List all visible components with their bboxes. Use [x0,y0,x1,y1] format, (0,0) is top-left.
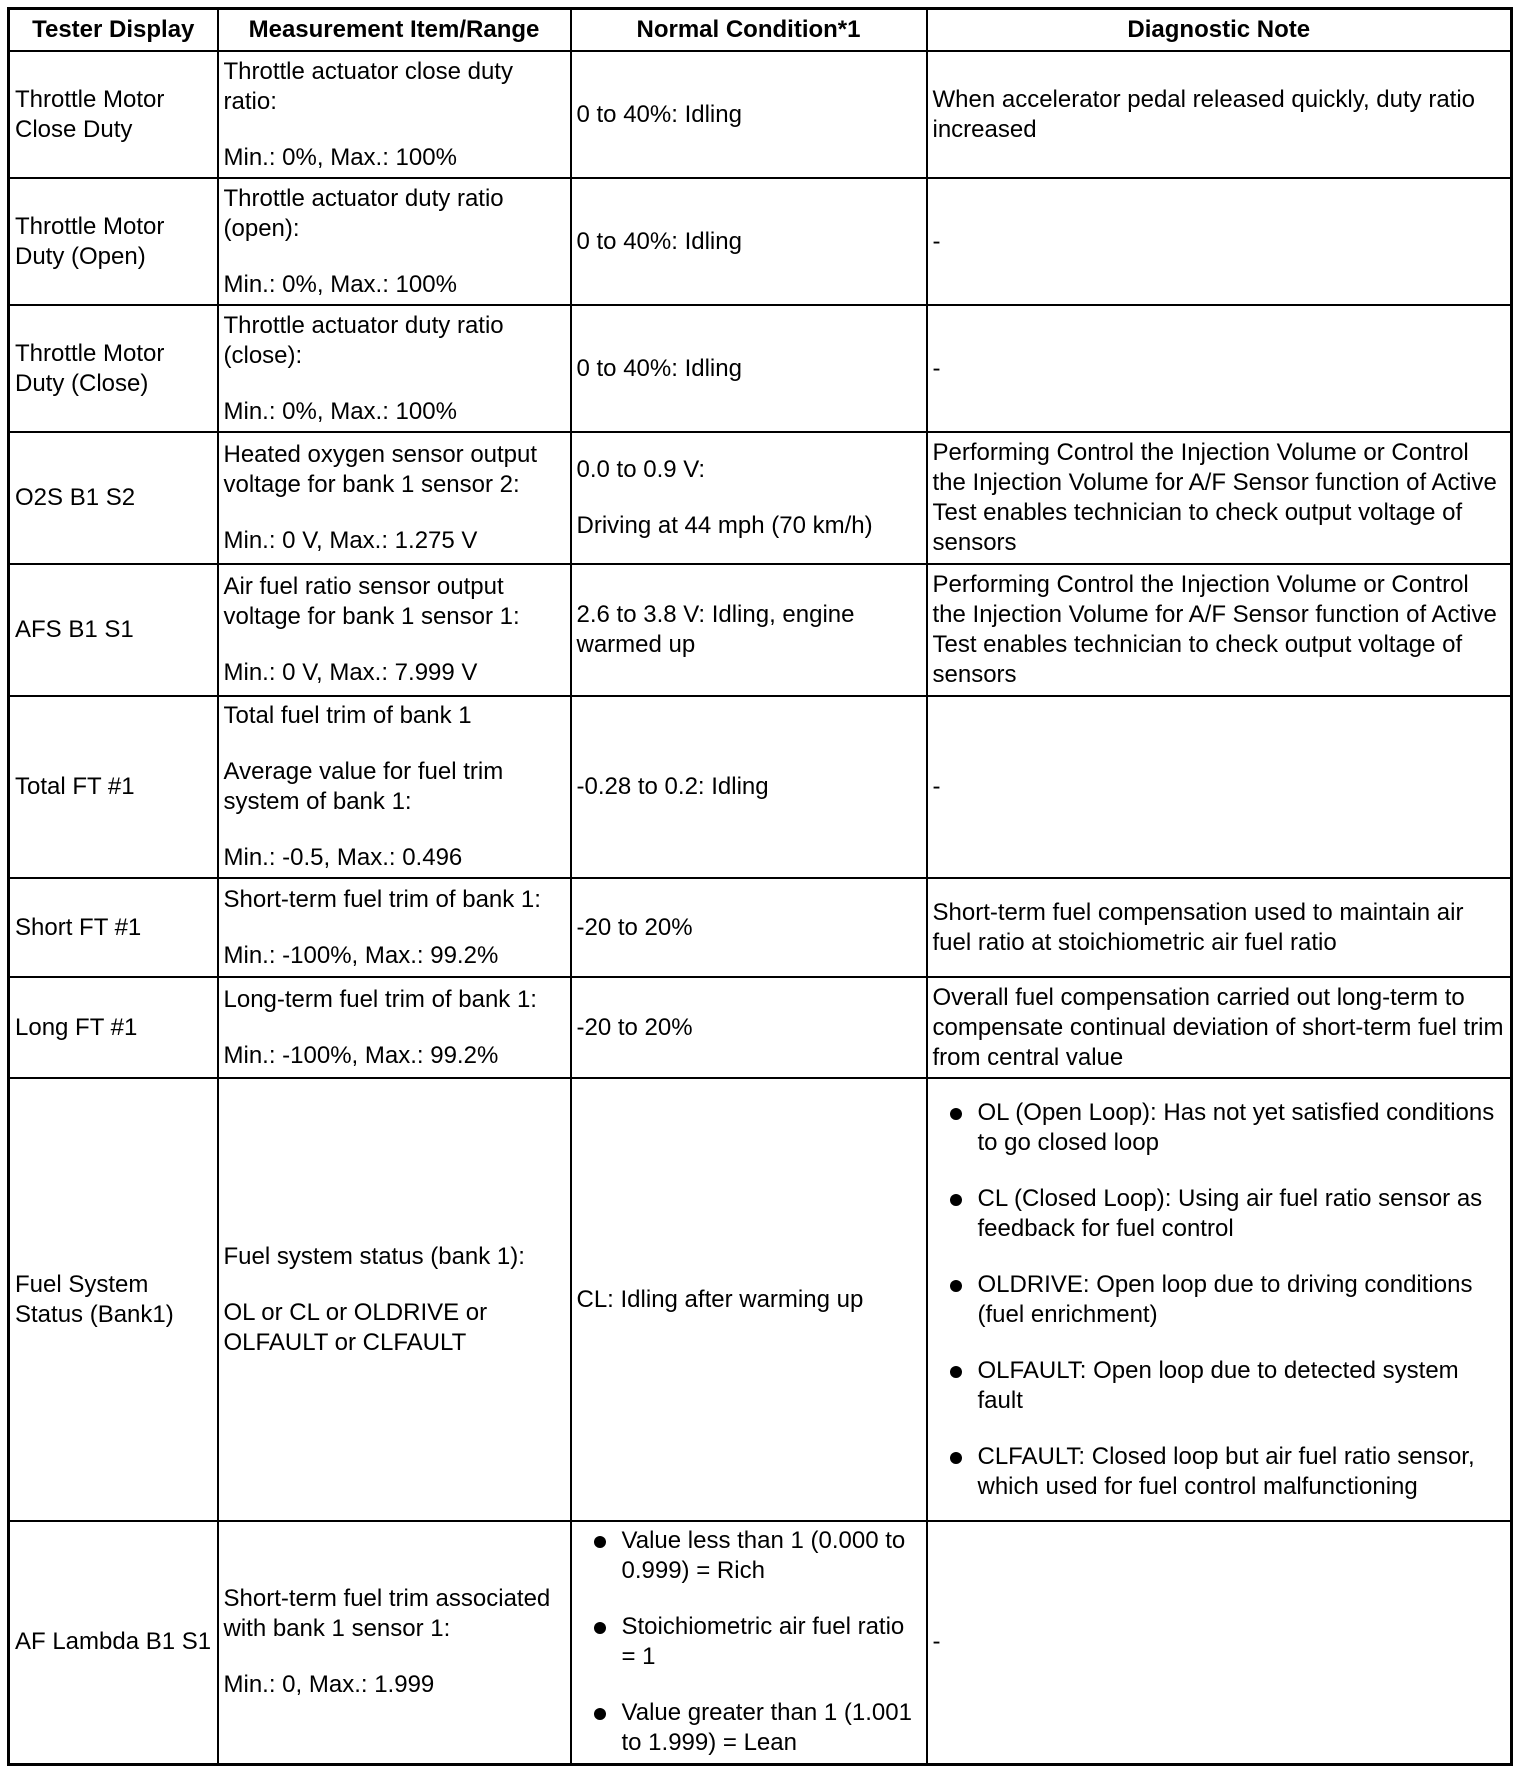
table-row [9,178,1512,305]
diagnostic-note-cell: - [927,1521,1512,1764]
normal-condition-cell [571,432,927,564]
diagnostic-note-cell: Performing Control the Injection Volume or Control the Injection Volume for A/F Sensor function of Active Test enables technician to check output voltage of sensors [927,432,1512,564]
measurement-cell [218,878,571,977]
tester-display-cell: Fuel System Status (Bank1) [9,1078,218,1521]
tester-display-cell: AF Lambda B1 S1 [9,1521,218,1764]
table-row [9,878,1512,977]
measurement-range: Min.: 0%, Max.: 100% [223,397,457,425]
diagnostic-note-cell: When accelerator pedal released quickly, duty ratio increased [927,51,1512,178]
list-item [622,1698,921,1758]
measurement-text: Throttle actuator duty ratio (close): [223,311,504,369]
measurement-range: Min.: -100%, Max.: 99.2% [223,1041,499,1069]
normal-condition-cell: 0 to 40%: Idling [571,178,927,305]
normal-condition-detail: Driving at 44 mph (70 km/h) [576,512,873,539]
normal-condition-cell: -20 to 20% [571,977,927,1078]
measurement-cell [218,696,571,878]
list-item [622,1526,921,1586]
header-diagnostic-note: Diagnostic Note [927,9,1512,52]
measurement-range: Min.: -0.5, Max.: 0.496 [223,844,463,871]
diagnostic-note-cell: - [927,305,1512,432]
measurement-cell [218,977,571,1078]
measurement-cell [218,51,571,178]
header-row [9,9,1512,52]
normal-condition-cell: -20 to 20% [571,878,927,977]
bullet-icon [594,1708,606,1720]
list-item [622,1612,921,1672]
table-row [9,696,1512,878]
list-item [978,1098,1506,1158]
tester-display-cell: Throttle Motor Duty (Close) [9,305,218,432]
table-row-fuel-system-status [9,1078,1512,1521]
list-item-text: CLFAULT: Closed loop but air fuel ratio sensor, which used for fuel control malfunctioning [977,1442,1475,1500]
bullet-icon [950,1280,962,1292]
measurement-range: Min.: -100%, Max.: 99.2% [223,941,499,969]
bullet-icon [950,1452,962,1464]
measurement-cell [218,1078,571,1521]
measurement-range: Min.: 0 V, Max.: 1.275 V [223,527,478,554]
bullet-icon [594,1622,606,1634]
measurement-range: OL or CL or OLDRIVE or OLFAULT or CLFAULT [223,1298,488,1356]
list-item [978,1184,1506,1244]
normal-condition-cell: CL: Idling after warming up [571,1078,927,1521]
diagnostic-note-cell: Performing Control the Injection Volume or Control the Injection Volume for A/F Sensor function of Active Test enables technician to check output voltage of sensors [927,564,1512,696]
measurement-cell [218,1521,571,1764]
tester-display-cell: Short FT #1 [9,878,218,977]
diagnostic-note-cell: Short-term fuel compensation used to maintain air fuel ratio at stoichiometric air fuel ratio [927,878,1512,977]
measurement-text: Total fuel trim of bank 1 [223,702,472,729]
normal-condition-value: 0.0 to 0.9 V: [576,456,706,483]
table-row [9,305,1512,432]
list-item-text: OLFAULT: Open loop due to detected system fault [977,1356,1459,1414]
table-row-af-lambda [9,1521,1512,1764]
measurement-cell [218,564,571,696]
list-item-text: Value greater than 1 (1.001 to 1.999) = Lean [621,1699,912,1757]
list-item-text: Value less than 1 (0.000 to 0.999) = Rich [621,1527,906,1585]
measurement-text: Throttle actuator duty ratio (open): [223,184,504,242]
bullet-icon [950,1194,962,1206]
normal-condition-cell [571,1521,927,1764]
measurement-text: Average value for fuel trim system of bank 1: [223,758,504,815]
table-row [9,432,1512,564]
tester-display-cell: O2S B1 S2 [9,432,218,564]
data-list-table [7,7,1513,1766]
measurement-text: Short-term fuel trim of bank 1: [223,885,541,913]
diagnostic-note-cell: - [927,696,1512,878]
measurement-text: Heated oxygen sensor output voltage for bank 1 sensor 2: [223,441,538,498]
measurement-cell [218,432,571,564]
normal-condition-cell: 0 to 40%: Idling [571,305,927,432]
measurement-text: Short-term fuel trim associated with bank 1 sensor 1: [223,1585,551,1643]
tester-display-cell: Throttle Motor Duty (Open) [9,178,218,305]
bullet-icon [594,1536,606,1548]
bullet-icon [950,1108,962,1120]
diagnostic-note-cell: - [927,178,1512,305]
measurement-range: Min.: 0, Max.: 1.999 [223,1671,435,1699]
diagnostic-note-cell [927,1078,1512,1521]
tester-display-cell: AFS B1 S1 [9,564,218,696]
diagnostic-note-cell: Overall fuel compensation carried out long-term to compensate continual deviation of short-term fuel trim from central value [927,977,1512,1078]
list-item [978,1442,1506,1502]
header-normal-condition: Normal Condition*1 [571,9,927,52]
measurement-range: Min.: 0%, Max.: 100% [223,143,457,171]
measurement-range: Min.: 0%, Max.: 100% [223,270,457,298]
tester-display-cell: Total FT #1 [9,696,218,878]
normal-condition-cell: -0.28 to 0.2: Idling [571,696,927,878]
table-row [9,564,1512,696]
measurement-text: Throttle actuator close duty ratio: [223,57,513,115]
table-row [9,51,1512,178]
normal-condition-list [577,1526,921,1758]
list-item [978,1356,1506,1416]
list-item [978,1270,1506,1330]
tester-display-cell: Long FT #1 [9,977,218,1078]
normal-condition-cell: 2.6 to 3.8 V: Idling, engine warmed up [571,564,927,696]
measurement-cell [218,178,571,305]
list-item-text: OLDRIVE: Open loop due to driving conditions (fuel enrichment) [977,1270,1473,1328]
measurement-cell [218,305,571,432]
measurement-text: Fuel system status (bank 1): [223,1242,525,1270]
list-item-text: CL (Closed Loop): Using air fuel ratio sensor as feedback for fuel control [977,1184,1483,1242]
list-item-text: OL (Open Loop): Has not yet satisfied conditions to go closed loop [977,1098,1495,1156]
normal-condition-cell: 0 to 40%: Idling [571,51,927,178]
diagnostic-note-list [933,1098,1506,1502]
header-tester-display: Tester Display [9,9,218,52]
measurement-range: Min.: 0 V, Max.: 7.999 V [223,659,478,686]
table-row [9,977,1512,1078]
bullet-icon [950,1366,962,1378]
measurement-text: Long-term fuel trim of bank 1: [223,985,537,1013]
header-measurement-item: Measurement Item/Range [218,9,571,52]
tester-display-cell: Throttle Motor Close Duty [9,51,218,178]
measurement-text: Air fuel ratio sensor output voltage for bank 1 sensor 1: [223,573,520,630]
list-item-text: Stoichiometric air fuel ratio = 1 [621,1613,905,1671]
